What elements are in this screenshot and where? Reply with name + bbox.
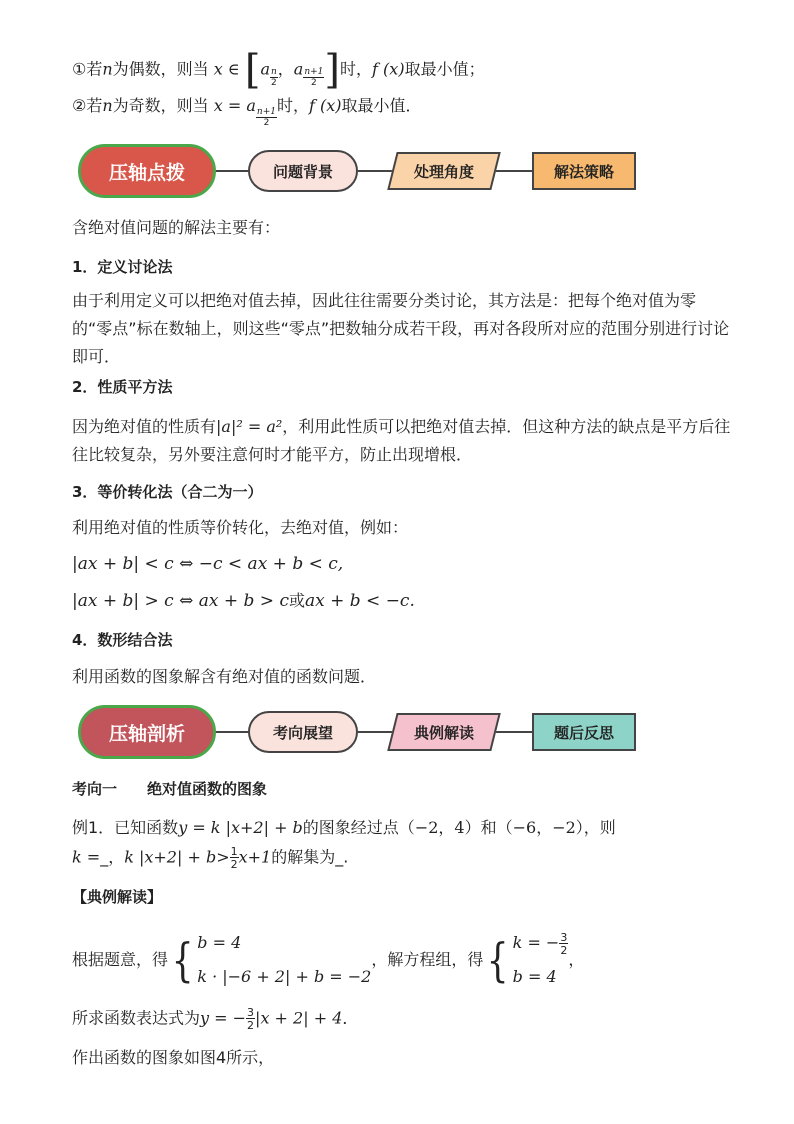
solution-systems: 根据题意，得{ b = 4 k · |−6 + 2| + b = −2 ，解方程组，得{ k = − $\frac{3}{2}$ b = 4 ， [72,926,584,994]
connector [494,170,534,172]
case-2-line [72,98,422,128]
method-1-title: 1．定义讨论法 [72,258,173,276]
connector [358,170,394,172]
case-1-fx: f (x) [372,59,405,79]
inequality-expression: k |x+2| + b> [124,847,230,867]
example-1-line-1: 例1．已知函数y = k |x+2| + b的图象经过点（−2，4）和（−6，−2），则 [72,818,616,837]
connector [214,731,250,733]
point-1: −2，4 [414,818,465,837]
banner-main-label: 压轴剖析 [78,705,216,759]
case-1-prefix: ①若 [72,59,103,79]
method-2-title: 2．性质平方法 [72,378,173,396]
section-banner-1 [78,144,638,200]
case-1-sub1: $\frac{n}{2}$ [270,66,277,88]
system-2-brace: { [487,933,509,987]
case-1-a1: a [260,59,270,79]
system-1: b = 4 k · |−6 + 2| + b = −2 [197,933,372,986]
case-2-end: 取最小值． [341,96,422,115]
solution-label: 【典例解读】 [72,888,163,906]
case-1-sub2: $\frac{n+1}{2}$ [304,66,324,88]
intro-text: 含绝对值问题的解法主要有： [72,218,281,237]
method-4-body: 利用函数的图象解含有绝对值的函数问题． [72,667,377,686]
system-1-brace: { [171,933,194,987]
banner-parallelogram-label [392,713,496,751]
connector [494,731,534,733]
method-3-equation-2: |ax + b| > c ⇔ ax + b > c或ax + b < −c. [72,591,415,611]
section-banner-2 [78,705,638,761]
case-2-n: n [102,96,113,115]
case-1-math: x ∈ [213,59,240,79]
case-1-end: 取最小值； [404,59,485,79]
right-bracket: ] [324,47,341,93]
case-1-line [72,47,485,93]
case-1-condition: 为偶数，则当 [112,59,209,79]
case-1-a2: a [293,59,304,79]
connector [214,170,250,172]
connector [358,731,394,733]
direction-heading [72,782,267,797]
case-2-sub: $\frac{n+1}{2}$ [256,107,276,128]
point-2: −6，−2 [512,818,576,837]
example-1-line-2: k =_，k |x+2| + b> $\frac{1}{2}$ x+1的解集为_. [72,845,349,871]
case-1-comma: ， [277,59,294,79]
case-2-prefix: ②若 [72,96,103,115]
case-2-math: x = a [213,96,256,115]
half-fraction: $\frac{1}{2}$ [230,845,238,871]
case-1-post: 时， [340,59,373,79]
method-3-body: 利用绝对值的性质等价转化，去绝对值，例如： [72,518,409,537]
case-2-fx: f (x) [309,96,342,115]
banner-oval-label: 考向展望 [248,711,358,753]
solution-graph-note: 作出函数的图象如图4所示， [72,1048,275,1067]
banner-oval-label: 问题背景 [248,150,358,192]
left-bracket: [ [244,47,261,93]
banner-main-label: 压轴点拨 [78,144,216,198]
solution-result: 所求函数表达式为y = − $\frac{3}{2}$ |x + 2| + 4． [72,1006,359,1032]
method-2-formula: |a|² = a² [216,417,283,436]
example-function: y = k |x+2| + b [178,818,303,837]
case-1-n: n [102,59,113,79]
parallelogram-text: 处理角度 [413,162,474,181]
method-2-body: 因为绝对值的性质有|a|² = a²，利用此性质可以把绝对值去掉．但这种方法的缺点是平方后往往比较复杂，另外要注意何时才能平方，防止出现增根． [72,417,731,464]
method-3-title: 3．等价转化法（合二为一） [72,483,263,501]
case-2-post: 时， [277,96,310,115]
direction-label: 考向一 [72,780,118,798]
banner-parallelogram-label [392,152,496,190]
method-1-body: 由于利用定义可以把绝对值去掉，因此往往需要分类讨论，其方法是：把每个绝对值为零的“零点”标在数轴上，则这些“零点”把数轴分成若干段，再对各段所对应的范围分别进行讨论即可． [72,291,730,366]
system-2: k = − $\frac{3}{2}$ b = 4 [512,930,568,986]
parallelogram-text: 典例解读 [413,723,474,742]
case-2-condition: 为奇数，则当 [112,96,209,115]
method-3-equation-1: |ax + b| < c ⇔ −c < ax + b < c, [72,554,344,574]
direction-title: 绝对值函数的图象 [147,780,268,798]
method-4-title: 4．数形结合法 [72,631,173,649]
banner-rect-label: 题后反思 [532,713,636,751]
banner-rect-label: 解法策略 [532,152,636,190]
result-fraction: $\frac{3}{2}$ [247,1006,255,1032]
